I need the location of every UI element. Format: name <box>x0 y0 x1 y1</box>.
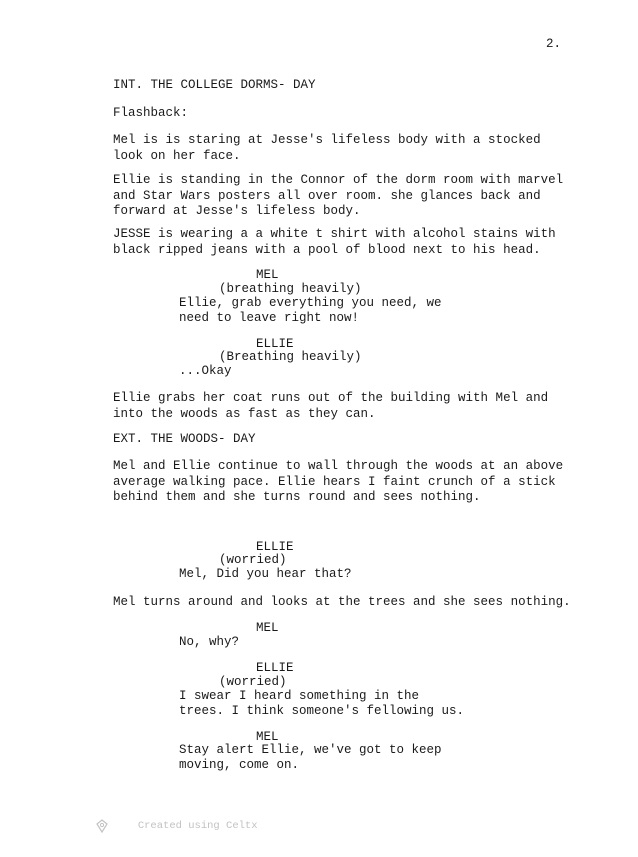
action-line: Mel turns around and looks at the trees and she sees nothing. <box>113 595 571 609</box>
parenthetical: (worried) <box>219 675 287 689</box>
parenthetical: (worried) <box>219 553 287 567</box>
scene-heading: INT. THE COLLEGE DORMS- DAY <box>113 78 316 92</box>
dialogue-line: I swear I heard something in the <box>179 689 420 703</box>
transition-text: Flashback: <box>113 106 189 120</box>
dialogue-line: No, why? <box>179 635 240 649</box>
action-line: average walking pace. Ellie hears I faint crunch of a stick <box>113 474 556 489</box>
action-line: Ellie grabs her coat runs out of the building with Mel and <box>113 391 549 405</box>
dialogue-line: ...Okay <box>179 364 232 378</box>
footer-text: Created using Celtx <box>137 820 258 832</box>
action-paragraph <box>113 391 583 422</box>
action-line: and Star Wars posters all over room. she glances back and <box>113 188 541 203</box>
action-paragraph <box>113 133 583 164</box>
action-line: JESSE is wearing a a white t shirt with alcohol stains with <box>113 227 556 241</box>
dialogue <box>179 689 464 719</box>
character-name: MEL <box>256 730 279 744</box>
parenthetical: (breathing heavily) <box>219 282 362 296</box>
action-paragraph <box>113 595 583 611</box>
action-line: forward at Jesse's lifeless body. <box>113 204 361 218</box>
dialogue <box>179 635 239 650</box>
action-paragraph <box>113 459 583 506</box>
character-name: MEL <box>256 621 279 635</box>
action-paragraph <box>113 173 583 220</box>
dialogue-line: moving, come on. <box>179 758 300 772</box>
action-line: behind them and she turns round and sees nothing. <box>113 490 481 504</box>
dialogue <box>179 296 442 326</box>
dialogue <box>179 567 352 582</box>
character-name: MEL <box>256 268 279 282</box>
scene-heading: EXT. THE WOODS- DAY <box>113 432 256 446</box>
dialogue <box>179 743 442 773</box>
action-line: Ellie is standing in the Connor of the dorm room with marvel <box>113 173 564 187</box>
dialogue <box>179 364 232 379</box>
character-name: ELLIE <box>256 540 294 554</box>
character-name: ELLIE <box>256 337 294 351</box>
dialogue-line: need to leave right now! <box>179 311 360 325</box>
action-line: into the woods as fast as they can. <box>113 406 376 421</box>
footer <box>96 795 258 857</box>
dialogue-line: trees. I think someone's fellowing us. <box>179 704 465 718</box>
action-line: look on her face. <box>113 148 241 163</box>
celtx-logo-icon <box>96 795 134 857</box>
dialogue-line: Stay alert Ellie, we've got to keep <box>179 743 442 757</box>
action-paragraph <box>113 227 583 258</box>
page-number: 2. <box>546 37 562 51</box>
character-name: ELLIE <box>256 661 294 675</box>
parenthetical: (Breathing heavily) <box>219 350 362 364</box>
action-line: Mel is is staring at Jesse's lifeless body with a stocked <box>113 133 541 147</box>
action-line: Mel and Ellie continue to wall through the woods at an above <box>113 459 564 473</box>
dialogue-line: Mel, Did you hear that? <box>179 567 352 581</box>
action-line: black ripped jeans with a pool of blood next to his head. <box>113 242 541 257</box>
dialogue-line: Ellie, grab everything you need, we <box>179 296 442 310</box>
